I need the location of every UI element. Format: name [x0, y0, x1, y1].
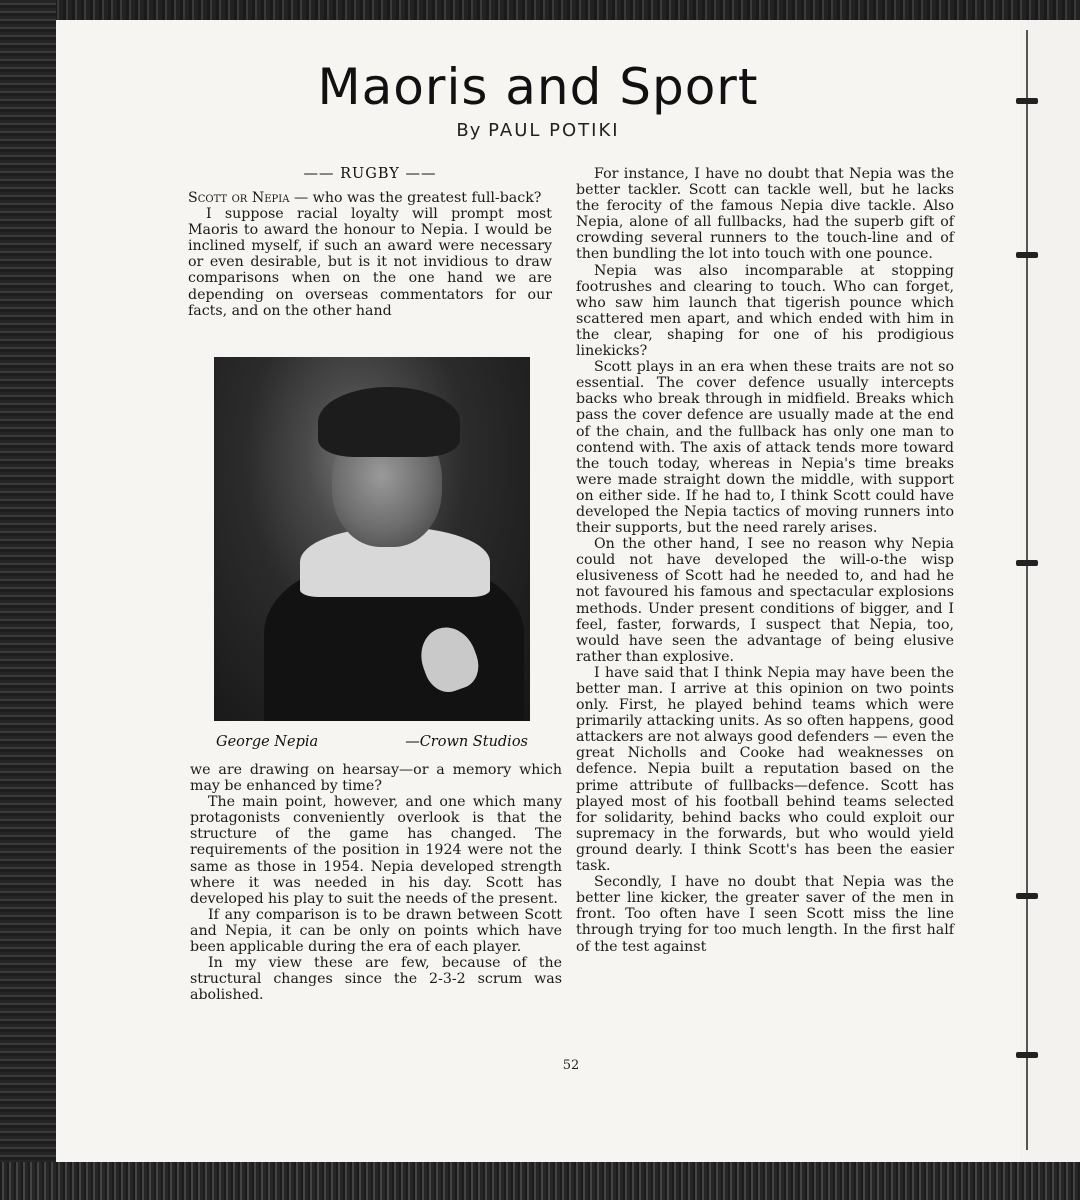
binding-mark: [1016, 252, 1038, 258]
binding-mark: [1016, 1052, 1038, 1058]
paragraph: The main point, however, and one which many protagonists conveniently overlook is that the structure of the game has changed. The requirements of the position in 1924 were not the same as those in 1954. Nepia developed strength where it was needed in his day. Scott has developed his play to suit the needs of the present.: [190, 794, 562, 907]
right-column: [576, 166, 954, 955]
section-heading: —— RUGBY ——: [303, 166, 437, 182]
scan-border-left: [0, 0, 56, 1200]
binding-rule: [1026, 30, 1028, 1150]
paragraph: Scott plays in an era when these traits are not so essential. The cover defence usually intercepts backs who break through in midfield. Breaks which pass the cover defence are usually made at the end of the chain, and the fullback has only one man to contend with. The axis of attack tends more toward the touch today, whereas in Nepia's time breaks were made straight down the middle, with support on either side. If he had to, I think Scott could have developed the Nepia tactics of moving runners into their supports, but the need rarely arises.: [576, 359, 954, 537]
lead-smallcaps: Scott or Nepia: [188, 190, 290, 206]
paragraph: we are drawing on hearsay—or a memory which may be enhanced by time?: [190, 762, 562, 795]
scan-border-top: [0, 0, 1080, 22]
binding-mark: [1016, 893, 1038, 899]
caption-credit: —Crown Studios: [405, 734, 528, 750]
lead-paragraph: [188, 190, 552, 206]
paragraph: Nepia was also incomparable at stopping footrushes and clearing to touch. Who can forget, who saw him launch that tigerish pounce which scattered men apart, and which ended with him in the clear, shaping for one of his prodigious linekicks?: [576, 262, 954, 360]
paragraph: Secondly, I have no doubt that Nepia was the better line kicker, the greater saver of the men in front. Too often have I seen Scott miss the line through trying for too much length. In the first half of the test against: [576, 874, 954, 955]
caption-subject: George Nepia: [216, 734, 319, 750]
author-name: PAUL POTIKI: [488, 120, 620, 141]
paragraph: For instance, I have no doubt that Nepia was the better tackler. Scott can tackle well, but he lacks the ferocity of the famous Nepia dive tackle. Also Nepia, alone of all fullbacks, had the superb gift of crowding several runners to the touch-line and of then bundling the lot into touch with one pounce.: [576, 166, 954, 263]
article-title: Maoris and Sport: [317, 58, 759, 116]
byline-prefix: By: [456, 120, 482, 141]
left-column-top: [188, 190, 552, 319]
photo-george-nepia: [214, 357, 530, 721]
paragraph: I suppose racial loyalty will prompt most Maoris to award the honour to Nepia. I would be inclined myself, if such an award were necessary or even desirable, but is it not invidious to draw comparisons when on the one hand we are depending on overseas commentators for our facts, and on the other hand: [188, 206, 552, 319]
photo-caption: [216, 734, 528, 750]
paragraph: I have said that I think Nepia may have been the better man. I arrive at this opinion on two points only. First, he played behind teams which were primarily attacking units. As so often happens, good attackers are not always good defenders — even the great Nicholls and Cooke had weaknesses on defence. Nepia built a reputation based on the prime attribute of fullbacks—defence. Scott has played most of his football behind teams selected for solidarity, behind backs who could exploit our supremacy in the forwards, but who would yield ground dearly. I think Scott's has been the easier task.: [576, 664, 954, 875]
left-column-bottom: [190, 762, 562, 1003]
photo-hair: [318, 387, 460, 457]
paragraph: In my view these are few, because of the structural changes since the 2-3-2 scrum was abolished.: [190, 955, 562, 1004]
page-margin-right: [1020, 20, 1080, 1162]
paragraph: On the other hand, I see no reason why Nepia could not have developed the will-o-the wisp elusiveness of Scott had he needed to, and had he not favoured his famous and spectacular explosions methods. Under present conditions of bigger, and I feel, faster, forwards, I suspect that Nepia, too, would have seen the advantage of being elusive rather than explosive.: [576, 536, 954, 665]
page-number: 52: [562, 1058, 580, 1073]
byline: [56, 120, 1020, 141]
lead-rest: — who was the greatest full-back?: [289, 190, 542, 206]
binding-mark: [1016, 560, 1038, 566]
paragraph: If any comparison is to be drawn between Scott and Nepia, it can be only on points which have been applicable during the era of each player.: [190, 906, 562, 956]
scan-border-bottom: [0, 1162, 1080, 1200]
